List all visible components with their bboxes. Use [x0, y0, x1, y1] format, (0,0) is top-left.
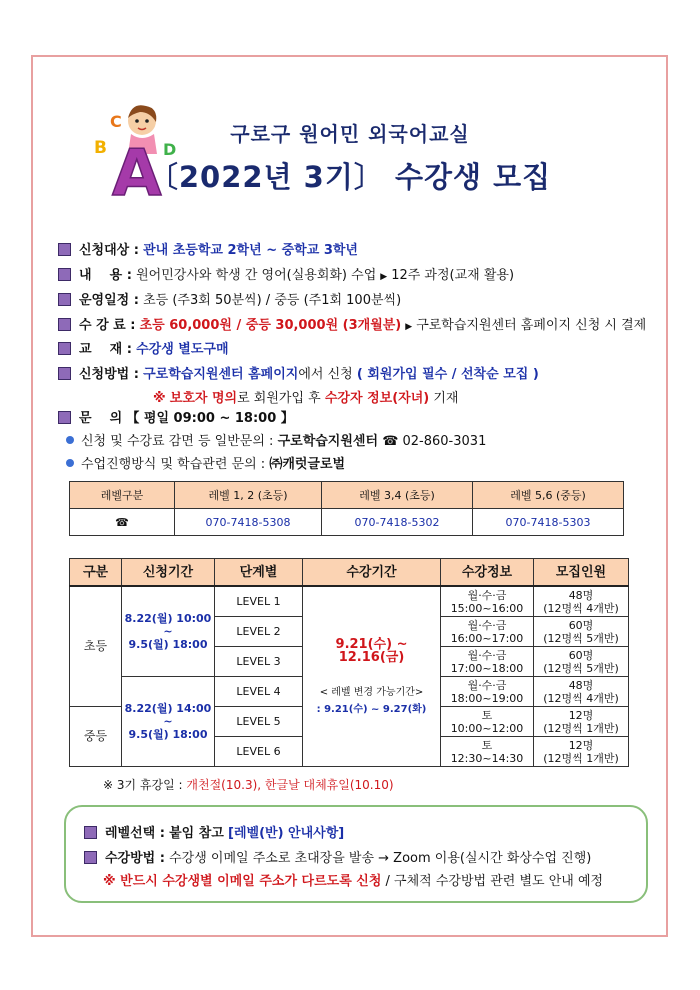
bullet-square-icon	[58, 243, 71, 256]
logo-letter-c: C	[110, 112, 122, 131]
email-warning: ※ 반드시 수강생별 이메일 주소가 다르도록 신청 / 구체적 수강방법 관련 별도 안내 예정	[103, 874, 604, 889]
bullet-square-icon	[84, 826, 97, 839]
content-value: 원어민강사와 학생 간 영어(실용회화) 수업	[136, 268, 377, 283]
capacity: 12명 (12명씩 1개반)	[534, 737, 629, 767]
bullet-square-icon	[84, 851, 97, 864]
table-header: 구분	[70, 559, 122, 587]
capacity: 12명 (12명씩 1개반)	[534, 707, 629, 737]
info-content: 내 용 : 원어민강사와 학생 간 영어(실용회화) 수업 ▶ 12주 과정(교재 활용)	[58, 267, 514, 286]
table-header: 모집인원	[534, 559, 629, 587]
guardian-name: 보호자 명의	[169, 391, 238, 406]
info-schedule: 운영일정 : 초등 (주3회 50분씩) / 중등 (주1회 100분씩)	[58, 292, 401, 310]
info-fee: 수 강 료 : 초등 60,000원 / 중등 30,000원 (3개월분) ▶ 구로학습지원센터 홈페이지 신청 시 결제	[58, 317, 646, 336]
info-inquiry: 문 의 【 평일 09:00 ~ 18:00 】	[58, 410, 294, 428]
capacity: 48명 (12명씩 4개반)	[534, 586, 629, 617]
class-info: 월·수·금 16:00~17:00	[441, 617, 534, 647]
schedule-value: 초등 (주3회 50분씩) / 중등 (주1회 100분씩)	[143, 293, 402, 308]
inquiry-class: 수업진행방식 및 학습관련 문의 : ㈜캐럿글로벌	[66, 456, 345, 474]
level-cell: LEVEL 4	[215, 677, 303, 707]
table-header: 레벨구분	[70, 482, 175, 509]
level-cell: LEVEL 6	[215, 737, 303, 767]
inquiry-company: ㈜캐럿글로벌	[269, 457, 346, 472]
level-contact-table	[69, 481, 624, 536]
capacity: 60명 (12명씩 5개반)	[534, 617, 629, 647]
phone-number: 070-7418-5303	[473, 509, 624, 536]
class-info: 월·수·금 18:00~19:00	[441, 677, 534, 707]
holiday-dates: 개천절(10.3), 한글날 대체휴일(10.10)	[186, 778, 394, 792]
bullet-square-icon	[58, 268, 71, 281]
table-header: 레벨 1, 2 (초등)	[175, 482, 322, 509]
capacity: 48명 (12명씩 4개반)	[534, 677, 629, 707]
guardian-note: ※ 보호자 명의로 회원가입 후 수강자 정보(자녀) 기재	[153, 391, 459, 406]
class-info: 토 12:30~14:30	[441, 737, 534, 767]
logo-letter-d: D	[163, 140, 177, 159]
method-condition: ( 회원가입 필수 / 선착순 모집 )	[356, 367, 539, 382]
capacity: 60명 (12명씩 5개반)	[534, 647, 629, 677]
table-header: 레벨 5,6 (중등)	[473, 482, 624, 509]
fee-extra: 구로학습지원센터 홈페이지 신청 시 결제	[416, 318, 647, 333]
bullet-square-icon	[58, 411, 71, 424]
level-guide-link: [레벨(반) 안내사항]	[228, 826, 345, 841]
textbook-value: 수강생 별도구매	[136, 342, 229, 357]
table-row	[70, 559, 629, 587]
info-method: 신청방법 : 구로학습지원센터 홈페이지에서 신청 ( 회원가입 필수 / 선착순 모집 )	[58, 366, 539, 384]
logo-letter-a: A	[112, 137, 162, 198]
fee-value: 초등 60,000원 / 중등 30,000원 (3개월분)	[139, 318, 402, 333]
target-value: 관내 초등학교 2학년 ~ 중학교 3학년	[143, 243, 358, 258]
inquiry-phone: ☎ 02-860-3031	[382, 434, 487, 449]
logo-letter-b: B	[94, 138, 107, 158]
info-target: 신청대상 : 관내 초등학교 2학년 ~ 중학교 3학년	[58, 242, 358, 260]
method-site: 구로학습지원센터 홈페이지	[143, 367, 299, 382]
schedule-table	[69, 558, 629, 767]
level-cell: LEVEL 3	[215, 647, 303, 677]
triangle-arrow-icon: ▶	[380, 272, 388, 282]
table-header: 신청기간	[122, 559, 215, 587]
holiday-note: ※ 3기 휴강일 : 개천절(10.3), 한글날 대체휴일(10.10)	[103, 778, 394, 792]
group-elementary: 초등	[70, 586, 122, 707]
course-period: 9.21(수) ~ 12.16(금) < 레벨 변경 가능기간> : 9.21(수) ~ 9.27(화)	[303, 586, 441, 767]
bullet-square-icon	[58, 367, 71, 380]
table-row	[70, 586, 629, 617]
level-select: 레벨선택 : 붙임 참고 [레벨(반) 안내사항]	[84, 825, 344, 843]
level-cell: LEVEL 5	[215, 707, 303, 737]
table-row	[70, 482, 624, 509]
class-info: 월·수·금 15:00~16:00	[441, 586, 534, 617]
class-method-value: 수강생 이메일 주소로 초대장을 발송 → Zoom 이용(실시간 화상수업 진행)	[169, 851, 592, 866]
table-header: 레벨 3,4 (초등)	[322, 482, 473, 509]
inquiry-org: 구로학습지원센터	[277, 434, 379, 449]
bullet-dot-icon	[66, 436, 74, 444]
phone-icon: ☎	[70, 509, 175, 536]
table-header: 수강기간	[303, 559, 441, 587]
table-header: 단계별	[215, 559, 303, 587]
triangle-arrow-icon: ▶	[405, 322, 413, 332]
class-info: 토 10:00~12:00	[441, 707, 534, 737]
student-info: 수강자 정보(자녀)	[324, 391, 430, 406]
table-row	[70, 509, 624, 536]
phone-number: 070-7418-5308	[175, 509, 322, 536]
content-extra: 12주 과정(교재 활용)	[391, 268, 515, 283]
inquiry-hours: 【 평일 09:00 ~ 18:00 】	[126, 411, 294, 426]
bullet-square-icon	[58, 293, 71, 306]
page-subtitle: 〔2022년 3기〕 수강생 모집	[148, 160, 552, 194]
level-cell: LEVEL 2	[215, 617, 303, 647]
table-header: 수강정보	[441, 559, 534, 587]
class-method: 수강방법 : 수강생 이메일 주소로 초대장을 발송 → Zoom 이용(실시간 화상수업 진행)	[84, 850, 591, 868]
page-title: 구로구 원어민 외국어교실	[230, 122, 470, 146]
inquiry-general: 신청 및 수강료 감면 등 일반문의 : 구로학습지원센터 ☎ 02-860-3031	[66, 433, 486, 451]
bullet-square-icon	[58, 342, 71, 355]
apply-period-b: 8.22(월) 14:00 ~ 9.5(월) 18:00	[122, 677, 215, 767]
bullet-dot-icon	[66, 459, 74, 467]
group-middle: 중등	[70, 707, 122, 767]
bullet-square-icon	[58, 318, 71, 331]
apply-period-a: 8.22(월) 10:00 ~ 9.5(월) 18:00	[122, 586, 215, 677]
class-info: 월·수·금 17:00~18:00	[441, 647, 534, 677]
phone-number: 070-7418-5302	[322, 509, 473, 536]
info-textbook: 교 재 : 수강생 별도구매	[58, 341, 229, 359]
level-cell: LEVEL 1	[215, 586, 303, 617]
